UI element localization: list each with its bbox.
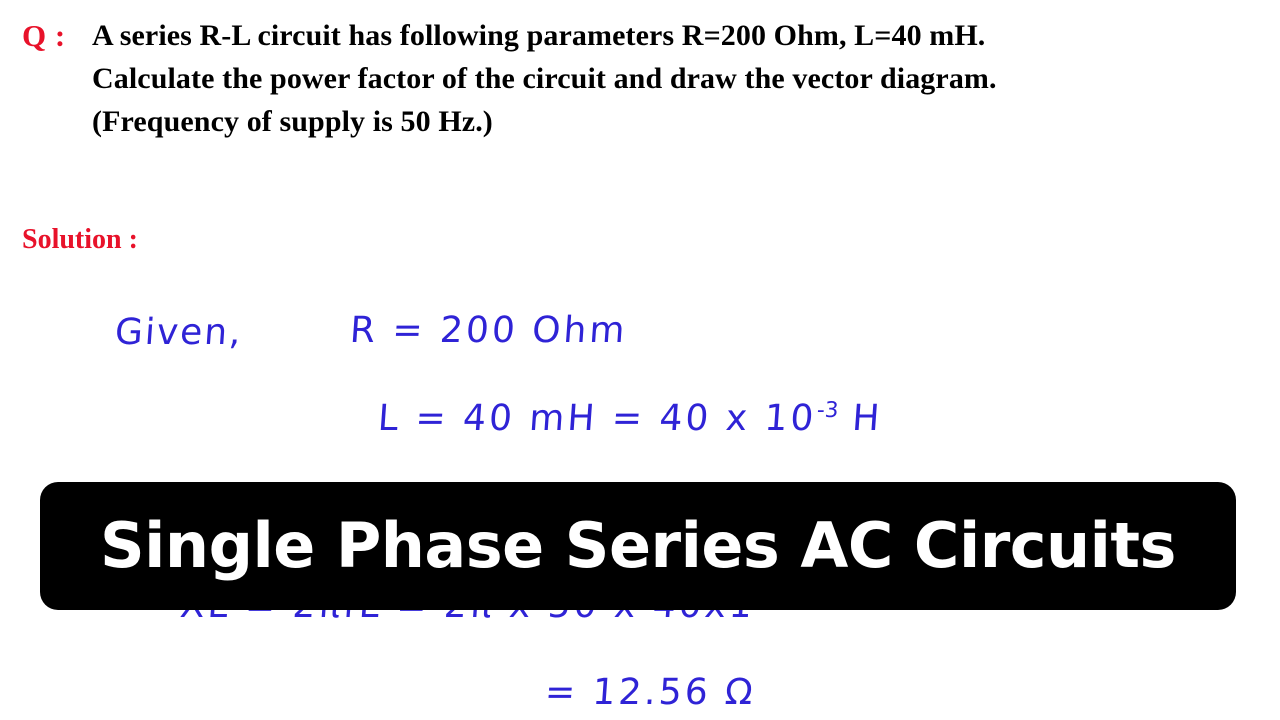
banner-title: Single Phase Series AC Circuits (100, 509, 1176, 582)
question-block (22, 14, 1262, 143)
question-line-3: (Frequency of supply is 50 Hz.) (92, 105, 493, 138)
handwritten-reactance-result: = 12.56 Ω (543, 672, 758, 713)
handwritten-inductance (377, 398, 884, 439)
handwritten-inductance-suffix: H (850, 398, 884, 439)
handwritten-given: Given, (113, 312, 245, 353)
handwritten-inductance-prefix: L = 40 mH = 40 x 10 (376, 398, 818, 439)
question-line-2: Calculate the power factor of the circuit and draw the vector diagram. (92, 62, 997, 95)
handwritten-inductance-exponent: -3 (816, 398, 840, 423)
handwritten-resistance: R = 200 Ohm (348, 310, 629, 351)
question-line-1: A series R-L circuit has following parameters R=200 Ohm, L=40 mH. (92, 19, 986, 52)
solution-label: Solution : (22, 224, 138, 255)
question-label: Q : (22, 18, 66, 53)
title-banner (40, 482, 1236, 610)
question-text (92, 14, 1262, 143)
